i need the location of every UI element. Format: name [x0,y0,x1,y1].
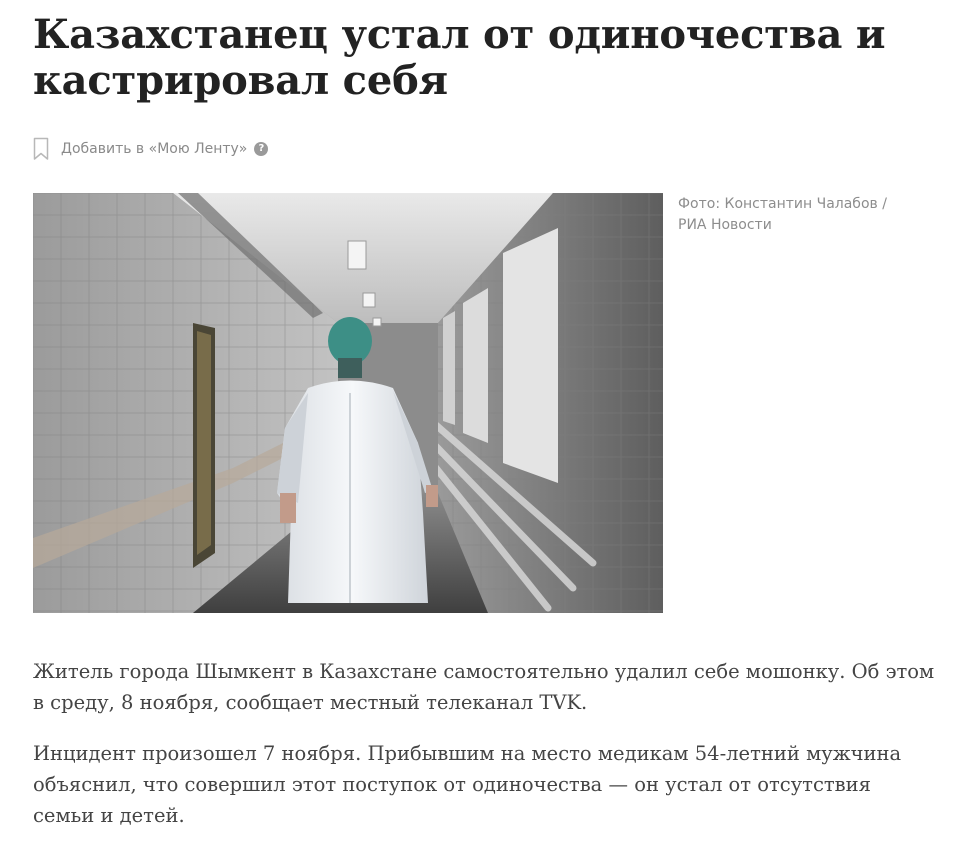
help-icon[interactable]: ? [254,142,268,156]
article-body [33,656,938,851]
article-photo [33,193,663,613]
article-title: Казахстанец устал от одиночества и кастрировал себя [33,11,886,104]
article-paragraph: Житель города Шымкент в Казахстане самостоятельно удалил себе мошонку. Об этом в среду, 8 ноября, сообщает местный телеканал TVK. [33,660,935,714]
bookmark-icon [33,137,49,161]
add-to-my-feed-label: Добавить в «Мою Ленту» [61,141,248,157]
add-to-my-feed-button[interactable] [33,136,268,162]
article-paragraph: Инцидент произошел 7 ноября. Прибывшим на место медикам 54-летний мужчина объяснил, что совершил этот поступок от одиночества — он устал от отсутствия семьи и детей. [33,742,902,827]
photo-caption: Фото: Константин Чалабов / РИА Новости [678,196,887,233]
hospital-corridor-illustration [33,193,663,613]
